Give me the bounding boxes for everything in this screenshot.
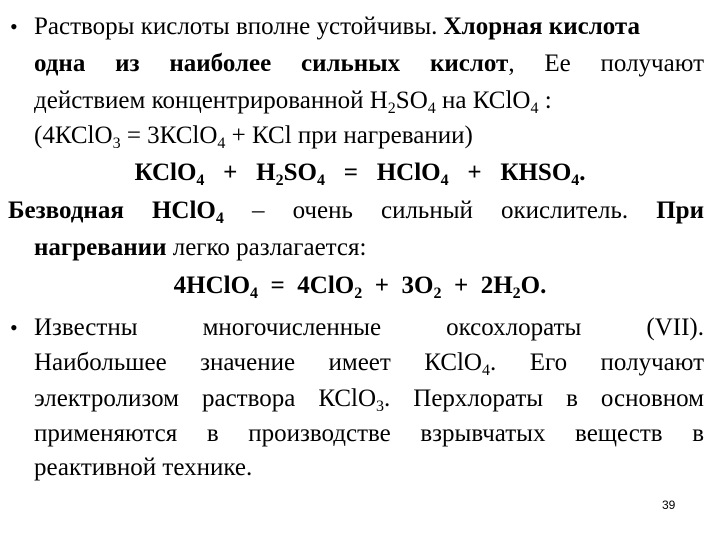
p1-line1: Растворы кислоты вполне устойчивы. Хлорная кислота bbox=[34, 13, 640, 40]
p3-line5: реактивной технике. bbox=[34, 454, 253, 481]
p2-line2: нагревании легко разлагается: bbox=[34, 234, 367, 261]
p3-line2: Наибольшее значение имеет КСlO$_4$. Его получают bbox=[34, 349, 705, 379]
bullet-1: • bbox=[10, 14, 18, 39]
p1-line3: действием концентрированной $H_2SO_4$ на КСlO$_4$ : bbox=[34, 87, 552, 117]
p1-line2: одна из наиболее сильных кислот, Ее получают bbox=[34, 50, 704, 77]
p3-line1: Известны многочисленные оксохлораты (VII). bbox=[34, 314, 704, 341]
equation-1: КСlO$_4$ + $H_2SO_4$ = НСlO$_4$ + $КНSO_4$. bbox=[134, 159, 586, 189]
p3-line3: электролизом раствора КСlO$_3$. Перхлораты в основном bbox=[34, 385, 704, 415]
p2-line1: Безводная НСlO$_4$ – очень сильный окислитель. При bbox=[8, 197, 704, 227]
equation-2: 4НСlO$_4$ = $4СlO_2 + 3O_2 + 2Н_2О$. bbox=[173, 272, 547, 302]
p3-line4: применяются в производстве взрывчатых веществ в bbox=[34, 420, 704, 447]
p1-line4: (4КСlO$_3$ = 3КСlO$_4$ + КСl при нагревании) bbox=[34, 122, 473, 152]
page-number: 39 bbox=[662, 498, 676, 512]
bullet-2: • bbox=[10, 315, 18, 340]
